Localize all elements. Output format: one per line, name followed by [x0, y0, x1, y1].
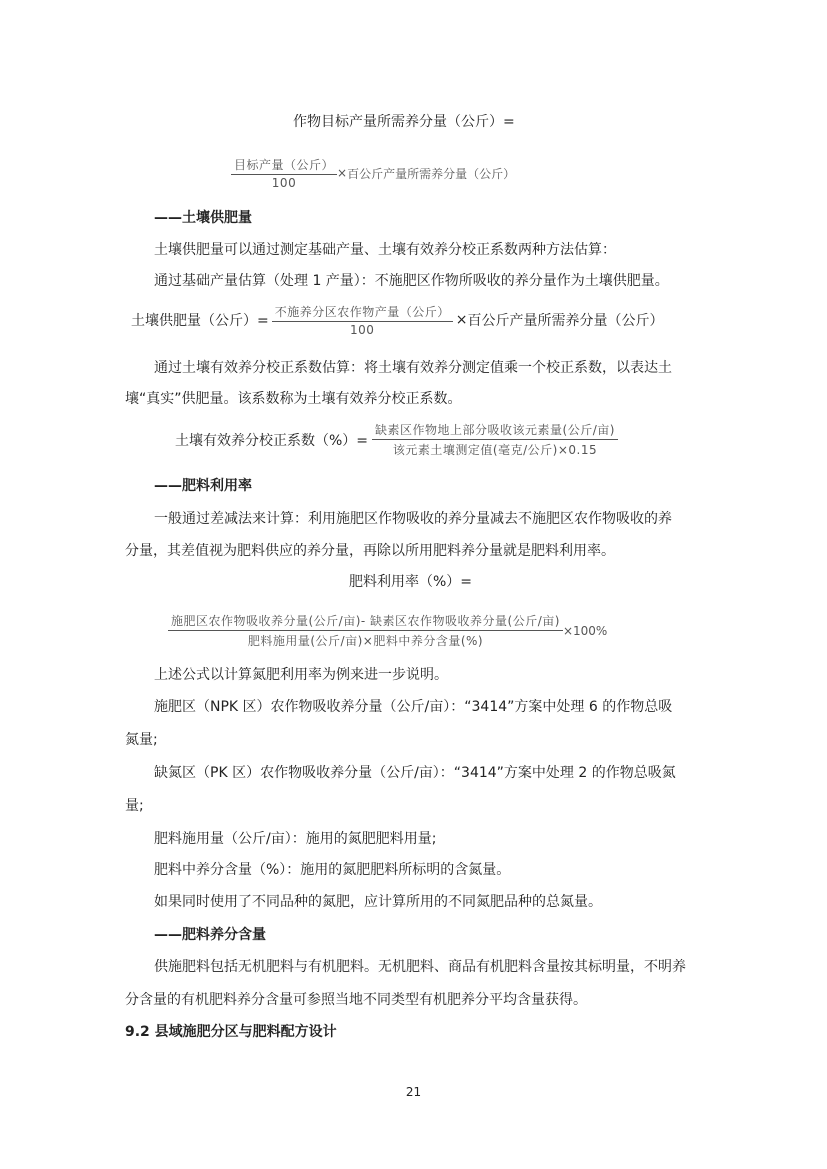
formula-soil-lhs: 土壤供肥量（公斤）= [131, 313, 269, 329]
util-paragraph-5: 肥料施用量（公斤/亩）：施用的氮肥肥料用量; [154, 831, 437, 847]
heading-soil-supply: ——土壤供肥量 [154, 210, 252, 226]
formula-target [231, 156, 515, 190]
util-paragraph-6: 肥料中养分含量（%）：施用的氮肥肥料所标明的含氮量。 [154, 862, 511, 878]
formula-coef-fraction [372, 421, 618, 458]
formula-target-title: 作物目标产量所需养分量（公斤）= [293, 114, 515, 130]
formula-target-fraction [231, 156, 337, 190]
page-number: 21 [405, 1085, 422, 1099]
formula-correction-coefficient [175, 421, 618, 458]
formula-target-numerator: 目标产量（公斤） [231, 156, 337, 175]
content-paragraph-1-line-2: 分含量的有机肥料养分含量可参照当地不同类型有机肥养分平均含量获得。 [125, 992, 587, 1008]
formula-util-denominator: 肥料施用量(公斤/亩)×肥料中养分含量(%) [247, 634, 484, 648]
util-paragraph-4-line-1: 缺氮区（PK 区）农作物吸收养分量（公斤/亩）：“3414”方案中处理 2 的作物总吸氮 [154, 765, 676, 781]
formula-util-tail: ×100% [562, 623, 608, 638]
content-paragraph-1-line-1: 供施肥料包括无机肥料与有机肥料。无机肥料、商品有机肥料含量按其标明量，不明养 [154, 959, 686, 975]
util-paragraph-3-line-2: 氮量; [125, 732, 158, 748]
util-paragraph-3-line-1: 施肥区（NPK 区）农作物吸收养分量（公斤/亩）：“3414”方案中处理 6 的作物总吸 [154, 699, 673, 715]
formula-target-denominator: 100 [271, 176, 297, 190]
formula-util-fraction [168, 612, 563, 649]
soil-paragraph-3-line-1: 通过土壤有效养分校正系数估算：将土壤有效养分测定值乘一个校正系数，以表达土 [154, 360, 672, 376]
formula-soil-denominator: 100 [350, 323, 375, 337]
soil-paragraph-2: 通过基础产量估算（处理 1 产量）：不施肥区作物所吸收的养分量作为土壤供肥量。 [154, 273, 669, 289]
formula-soil-numerator: 不施养分区农作物产量（公斤） [272, 303, 453, 322]
formula-coef-numerator: 缺素区作物地上部分吸收该元素量(公斤/亩) [372, 421, 618, 440]
formula-target-times: × [337, 166, 348, 180]
heading-nutrient-content: ——肥料养分含量 [154, 927, 266, 943]
formula-soil-supply [131, 303, 663, 337]
soil-paragraph-1: 土壤供肥量可以通过测定基础产量、土壤有效养分校正系数两种方法估算： [154, 242, 616, 258]
formula-soil-fraction [272, 303, 453, 337]
heading-utilization: ——肥料利用率 [154, 478, 252, 494]
util-paragraph-2: 上述公式以计算氮肥利用率为例来进一步说明。 [154, 667, 448, 683]
formula-soil-rhs: 百公斤产量所需养分量（公斤） [467, 313, 664, 329]
formula-util-title: 肥料利用率（%）= [349, 574, 473, 590]
util-paragraph-7: 如果同时使用了不同品种的氮肥，应计算所用的不同氮肥品种的总氮量。 [154, 894, 602, 910]
section-9-2-heading: 9.2 县域施肥分区与肥料配方设计 [125, 1024, 337, 1040]
formula-utilization [168, 612, 607, 649]
soil-paragraph-3-line-2: 壤“真实”供肥量。该系数称为土壤有效养分校正系数。 [125, 391, 462, 407]
formula-target-rhs: 百公斤产量所需养分量（公斤） [347, 166, 516, 181]
formula-util-numerator: 施肥区农作物吸收养分量(公斤/亩)- 缺素区农作物吸收养分量(公斤/亩) [168, 612, 563, 631]
util-paragraph-1-line-1: 一般通过差减法来计算：利用施肥区作物吸收的养分量减去不施肥区农作物吸收的养 [154, 511, 672, 527]
formula-soil-times: × [455, 312, 468, 328]
util-paragraph-1-line-2: 分量，其差值视为肥料供应的养分量，再除以所用肥料养分量就是肥料利用率。 [125, 543, 615, 559]
util-paragraph-4-line-2: 量; [125, 798, 144, 814]
formula-coef-lhs: 土壤有效养分校正系数（%）= [175, 432, 369, 449]
formula-coef-denominator: 该元素土壤测定值(毫克/公斤)×0.15 [392, 443, 598, 457]
